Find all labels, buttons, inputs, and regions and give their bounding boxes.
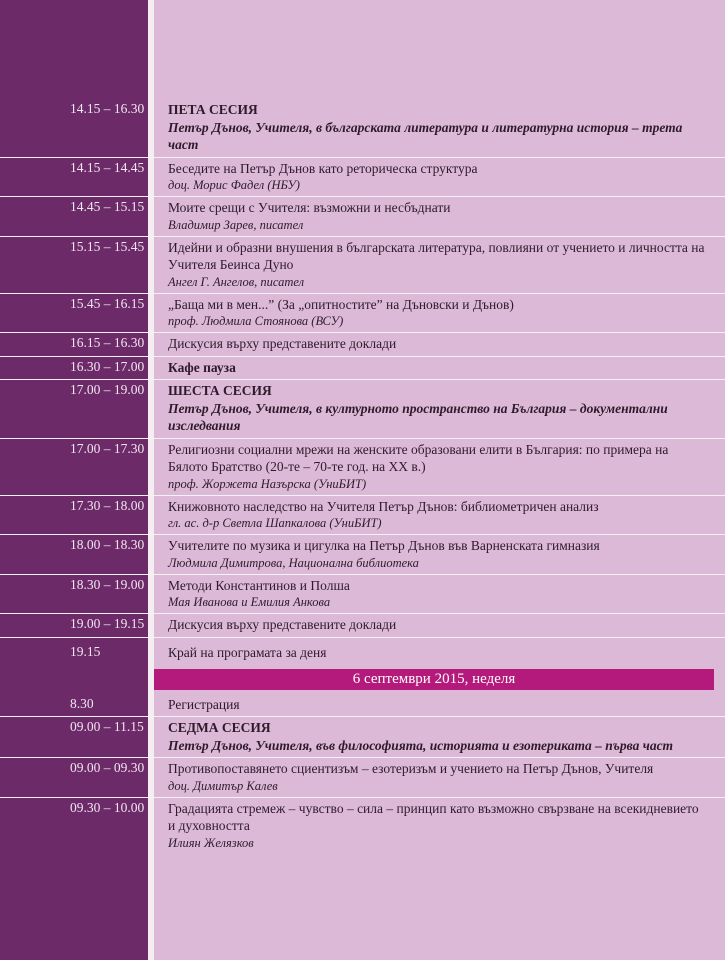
talk-row (0, 495, 725, 535)
talk-row (0, 157, 725, 197)
talk-speaker: Илиян Желязков (168, 835, 254, 850)
session-title: Петър Дънов, Учителя, в българската литература и литературна история – трета част (168, 119, 683, 152)
time-slot: 18.00 – 18.30 (70, 537, 145, 552)
talk-title: Учителите по музика и цигулка на Петър Дънов във Варненската гимназия (168, 538, 600, 553)
session-heading: ШЕСТА СЕСИЯ (168, 383, 272, 398)
session-row (0, 716, 725, 757)
end-of-day-label: Край на програмата за деня (168, 644, 327, 660)
talk-speaker: доц. Димитър Калев (168, 778, 278, 793)
time-slot: 19.00 – 19.15 (70, 616, 145, 631)
talk-title: Идейни и образни внушения в българската литература, повлияни от учението и личността на Учителя Беинса Дуно (168, 239, 705, 272)
talk-row (0, 438, 725, 495)
discussion-label: Дискусия върху представените доклади (168, 617, 397, 632)
talk-title: Методи Константинов и Полша (168, 577, 350, 593)
talk-title: „Баща ми в мен...” (За „опитностите” на Дъновски и Дънов) (168, 296, 514, 312)
talk-speaker: Ангел Г. Ангелов, писател (168, 274, 305, 289)
registration-label: Регистрация (168, 696, 240, 712)
talk-speaker: Владимир Зарев, писател (168, 217, 304, 232)
talk-title: Беседите на Петър Дънов като реторическа структура (168, 160, 478, 176)
time-slot: 16.15 – 16.30 (70, 335, 145, 350)
coffee-break-label: Кафе пауза (168, 359, 236, 375)
date-bar (0, 669, 725, 690)
talk-title: Моите срещи с Учителя: възможни и несбъднати (168, 200, 451, 215)
date-bar-label: 6 септември 2015, неделя (154, 669, 714, 690)
talk-speaker: гл. ас. д-р Светла Шапкалова (УниБИТ) (168, 516, 382, 530)
time-slot: 8.30 (70, 695, 94, 711)
talk-title: Книжовното наследство на Учителя Петър Дънов: библиометричен анализ (168, 498, 599, 514)
talk-row (0, 797, 725, 854)
talk-speaker: Мая Иванова и Емилия Анкова (168, 595, 331, 609)
session-title: Петър Дънов, Учителя, във философията, историята и езотериката – първа част (168, 737, 674, 753)
talk-title: Религиозни социални мрежи на женските образовани елити в България: по примера на Бялото Братство (20-те – 70-те год. на ХХ в.) (168, 441, 669, 474)
talk-speaker: проф. Жоржета Назърска (УниБИТ) (168, 476, 367, 491)
session-heading: СЕДМА СЕСИЯ (168, 720, 271, 735)
registration-row (0, 694, 725, 717)
time-slot: 19.15 (70, 643, 101, 659)
time-slot: 17.00 – 17.30 (70, 440, 145, 456)
time-slot: 18.30 – 19.00 (70, 576, 145, 592)
time-slot: 16.30 – 17.00 (70, 358, 145, 374)
break-row (0, 356, 725, 380)
session-row (0, 99, 725, 157)
talk-row (0, 534, 725, 574)
session-heading: ПЕТА СЕСИЯ (168, 102, 258, 117)
time-slot: 15.15 – 15.45 (70, 238, 145, 254)
discussion-row (0, 332, 725, 356)
time-slot: 15.45 – 16.15 (70, 295, 145, 311)
time-slot: 17.00 – 19.00 (70, 382, 145, 397)
talk-title: Противопоставянето сциентизъм – езотеризъм и учението на Петър Дънов, Учителя (168, 761, 654, 776)
discussion-label: Дискусия върху представените доклади (168, 336, 397, 351)
time-slot: 14.15 – 16.30 (70, 101, 145, 116)
talk-row (0, 293, 725, 333)
program-schedule (0, 99, 725, 854)
talk-row (0, 196, 725, 236)
talk-row (0, 757, 725, 797)
talk-title: Градацията стремеж – чувство – сила – принцип като възможно свързване на всекидневието и духовността (168, 800, 699, 833)
session-row (0, 379, 725, 438)
time-slot: 17.30 – 18.00 (70, 497, 145, 513)
talk-speaker: Людмила Димитрова, Национална библиотека (168, 555, 419, 570)
time-slot: 14.45 – 15.15 (70, 199, 145, 214)
discussion-row (0, 613, 725, 637)
talk-speaker: доц. Морис Фадел (НБУ) (168, 178, 300, 192)
talk-row (0, 236, 725, 293)
talk-row (0, 574, 725, 614)
time-slot: 09.00 – 11.15 (70, 719, 144, 734)
session-title: Петър Дънов, Учителя, в културното пространство на България – документални изследвания (168, 400, 668, 433)
talk-speaker: проф. Людмила Стоянова (ВСУ) (168, 314, 344, 328)
end-of-day-row (0, 637, 725, 667)
time-slot: 09.30 – 10.00 (70, 799, 145, 815)
time-slot: 09.00 – 09.30 (70, 760, 145, 775)
time-slot: 14.15 – 14.45 (70, 159, 145, 175)
